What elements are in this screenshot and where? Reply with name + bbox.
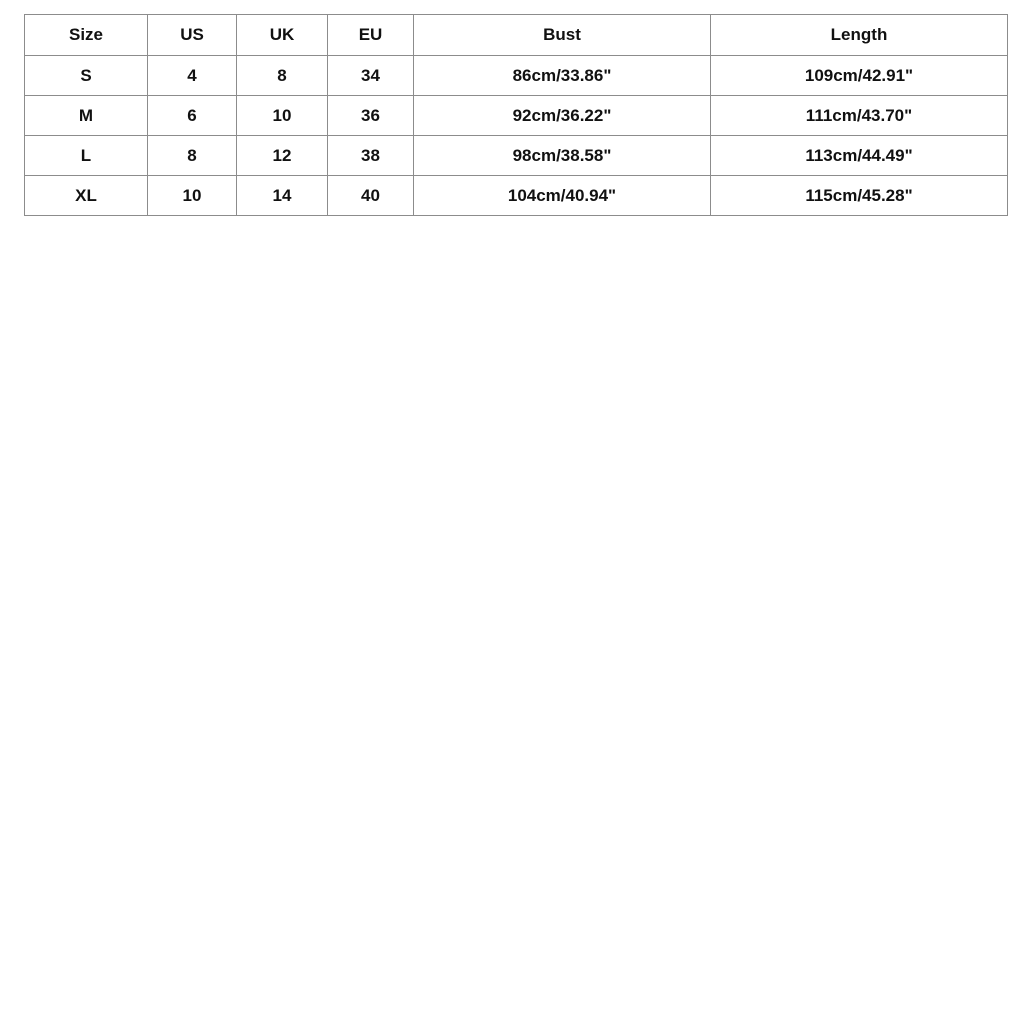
cell-length: 115cm/45.28": [711, 176, 1008, 216]
cell-us: 8: [148, 136, 237, 176]
size-chart-table: [24, 14, 1008, 216]
cell-size: XL: [25, 176, 148, 216]
header-size: Size: [25, 15, 148, 56]
header-us: US: [148, 15, 237, 56]
table-row: [25, 136, 1008, 176]
header-length: Length: [711, 15, 1008, 56]
cell-eu: 38: [328, 136, 414, 176]
cell-uk: 12: [237, 136, 328, 176]
table-row: [25, 176, 1008, 216]
cell-bust: 92cm/36.22": [414, 96, 711, 136]
cell-uk: 14: [237, 176, 328, 216]
cell-us: 10: [148, 176, 237, 216]
cell-us: 6: [148, 96, 237, 136]
cell-us: 4: [148, 56, 237, 96]
table-row: [25, 96, 1008, 136]
cell-size: L: [25, 136, 148, 176]
header-eu: EU: [328, 15, 414, 56]
cell-eu: 34: [328, 56, 414, 96]
cell-eu: 36: [328, 96, 414, 136]
cell-length: 113cm/44.49": [711, 136, 1008, 176]
cell-size: M: [25, 96, 148, 136]
cell-eu: 40: [328, 176, 414, 216]
cell-uk: 8: [237, 56, 328, 96]
cell-length: 111cm/43.70": [711, 96, 1008, 136]
cell-length: 109cm/42.91": [711, 56, 1008, 96]
cell-bust: 98cm/38.58": [414, 136, 711, 176]
cell-uk: 10: [237, 96, 328, 136]
table-header-row: [25, 15, 1008, 56]
cell-bust: 104cm/40.94": [414, 176, 711, 216]
header-bust: Bust: [414, 15, 711, 56]
cell-bust: 86cm/33.86": [414, 56, 711, 96]
cell-size: S: [25, 56, 148, 96]
table-row: [25, 56, 1008, 96]
header-uk: UK: [237, 15, 328, 56]
